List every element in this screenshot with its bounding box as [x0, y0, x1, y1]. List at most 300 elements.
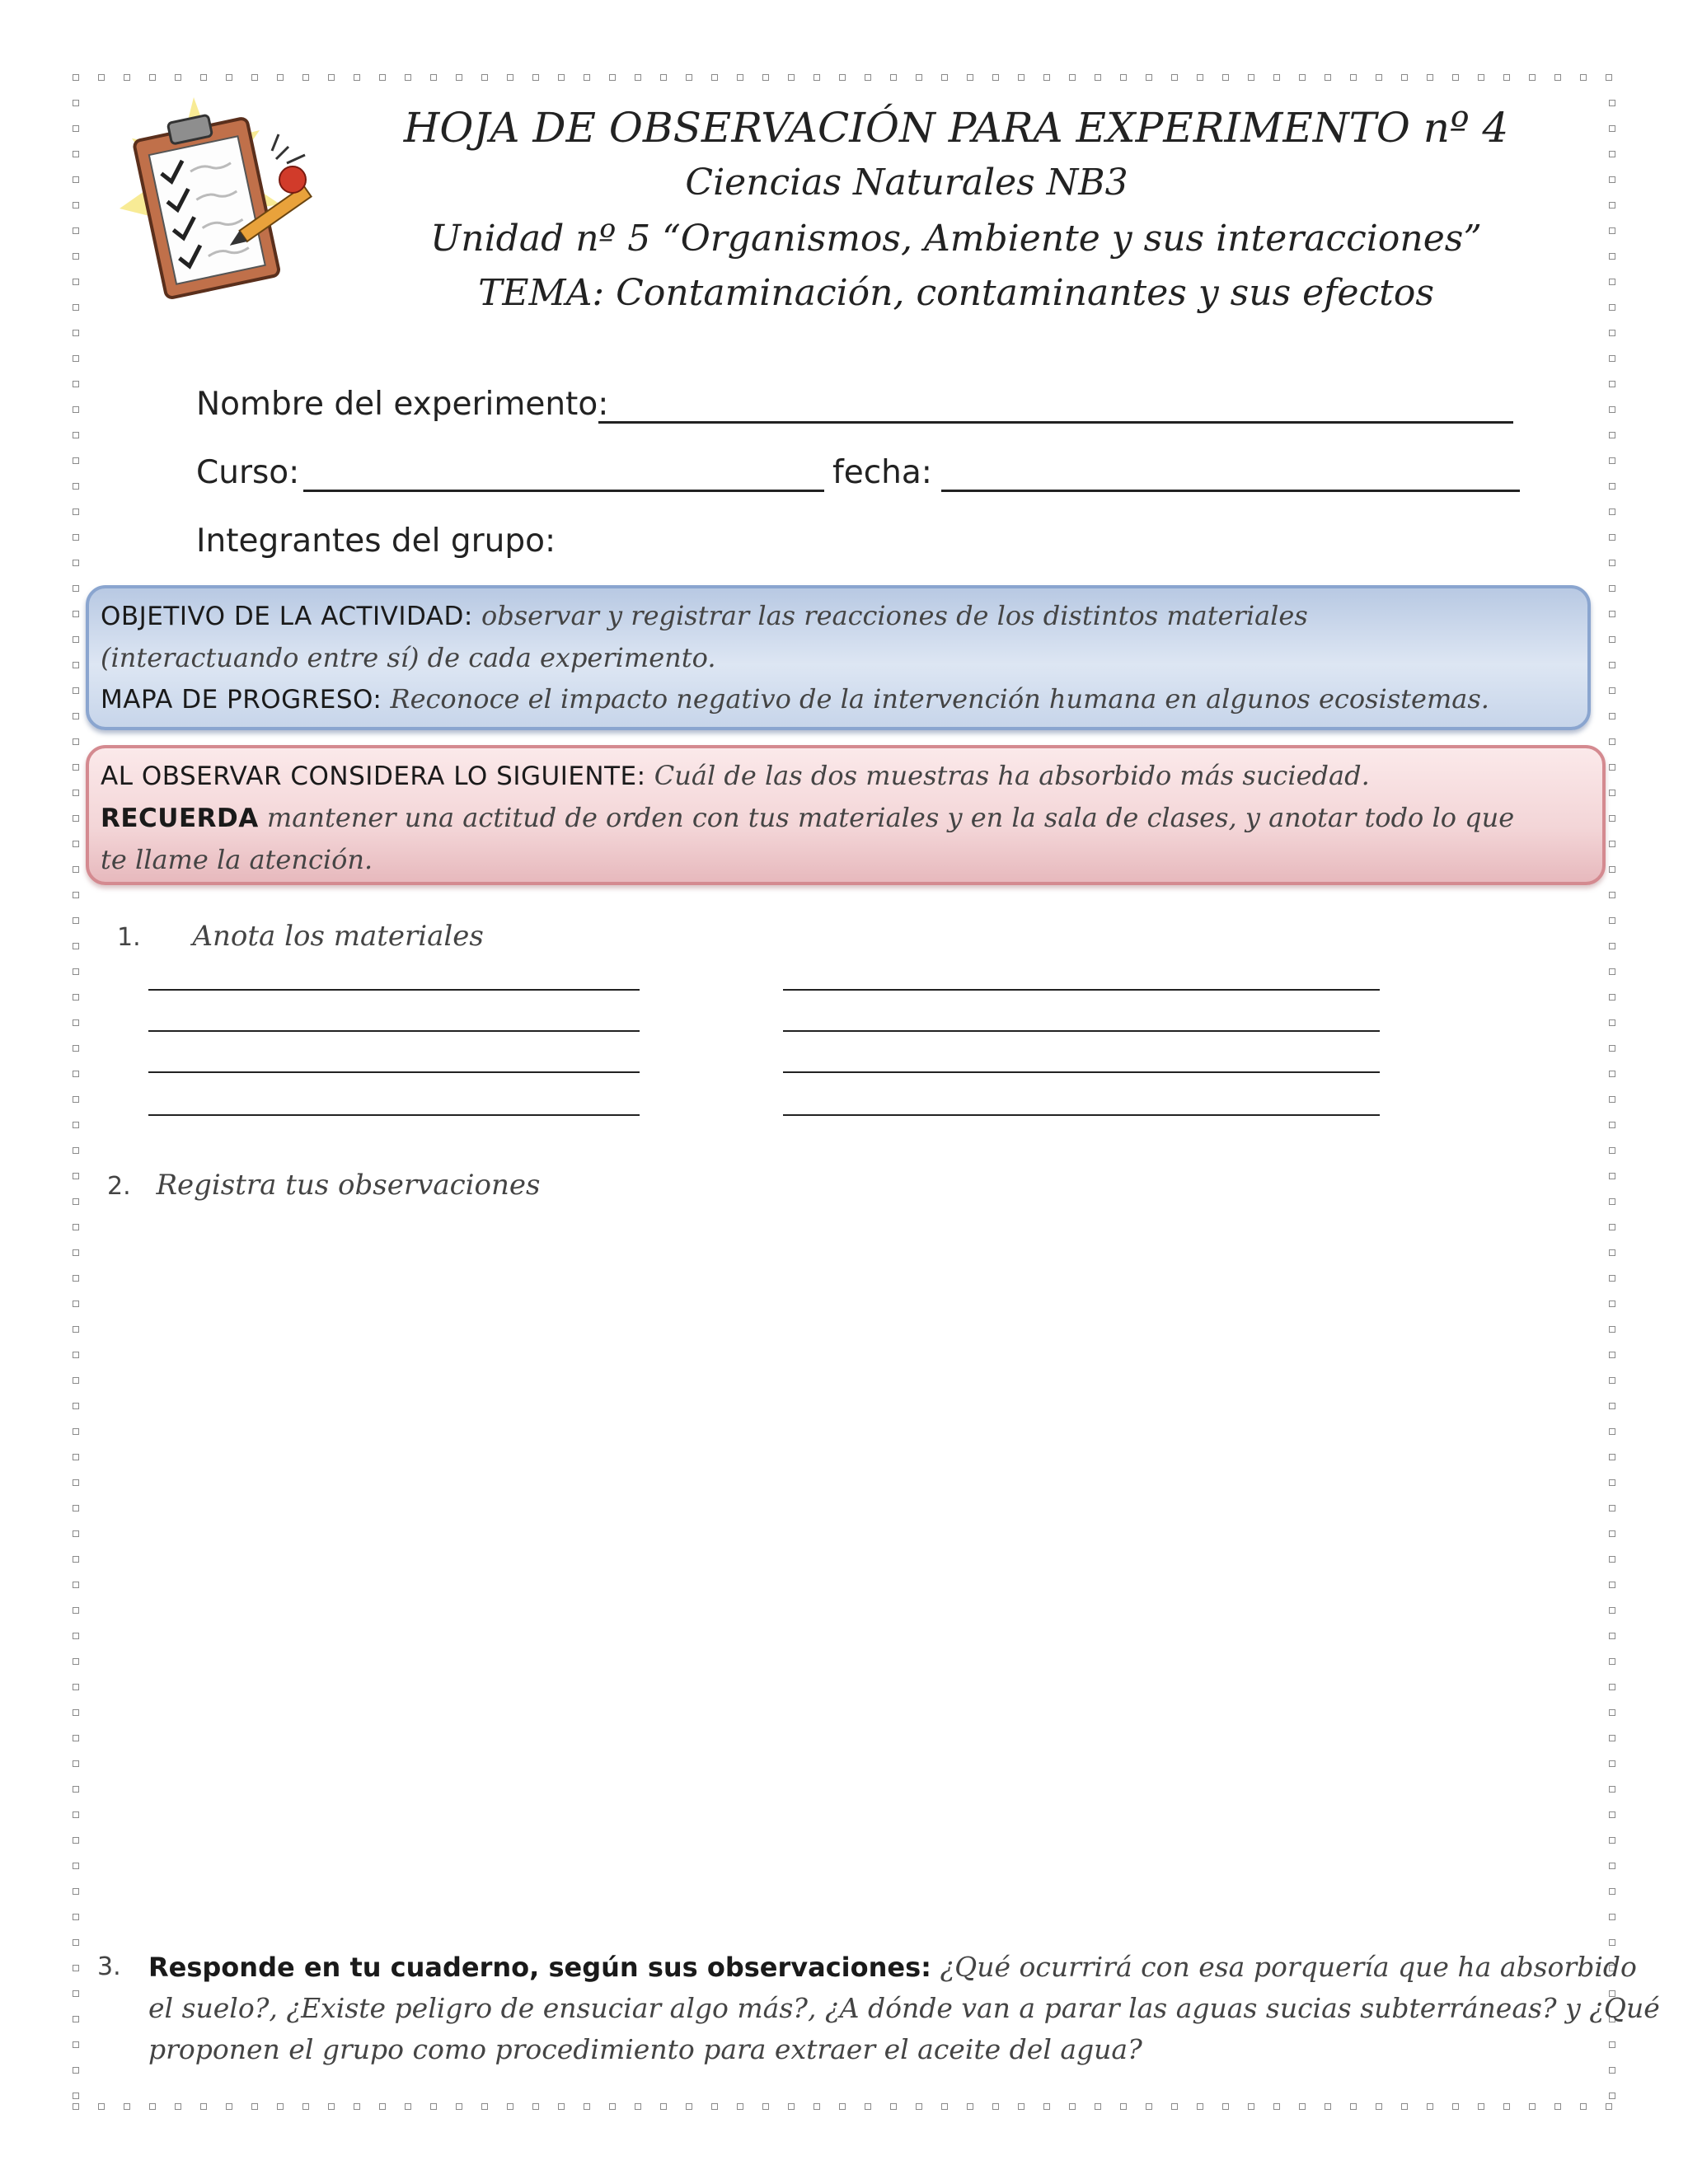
materials-line-right-1[interactable] [783, 989, 1380, 991]
border-square [73, 764, 79, 771]
border-square [73, 1837, 79, 1844]
objective-box [86, 585, 1591, 730]
experiment-name-field[interactable] [598, 421, 1513, 424]
border-square [73, 1326, 79, 1333]
border-square [200, 74, 207, 81]
border-square [1609, 1224, 1615, 1230]
materials-line-left-3[interactable] [148, 1071, 640, 1073]
border-square [481, 2103, 488, 2110]
border-square [1609, 227, 1615, 234]
border-square [507, 74, 513, 81]
border-square [73, 125, 79, 132]
border-square [1401, 74, 1408, 81]
border-square [73, 1530, 79, 1537]
border-square [73, 1633, 79, 1639]
progress-text: Reconoce el impacto negativo de la intervención humana en algunos ecosistemas. [390, 683, 1489, 715]
border-square [1609, 381, 1615, 387]
border-square [1350, 2103, 1357, 2110]
border-square [1609, 1249, 1615, 1256]
border-square [1222, 74, 1229, 81]
border-square [1609, 1556, 1615, 1563]
consider-keyword: AL OBSERVAR CONSIDERA LO SIGUIENTE: [101, 762, 646, 791]
border-square [1299, 2103, 1306, 2110]
border-square [711, 74, 718, 81]
consider-text: Cuál de las dos muestras ha absorbido más suciedad. [654, 760, 1370, 791]
border-square [788, 74, 795, 81]
border-square [73, 1454, 79, 1460]
border-square [379, 2103, 386, 2110]
border-square [73, 1377, 79, 1384]
border-square [1609, 662, 1615, 668]
border-square [73, 202, 79, 209]
border-square [1171, 2103, 1178, 2110]
border-square [379, 74, 386, 81]
border-square [1609, 509, 1615, 515]
border-square [73, 1505, 79, 1511]
page-title: HOJA DE OBSERVACIÓN PARA EXPERIMENTO nº 4 [403, 104, 1509, 152]
border-square [73, 457, 79, 464]
border-square [1609, 406, 1615, 413]
border-square [1325, 2103, 1331, 2110]
border-square [73, 304, 79, 311]
border-square [73, 381, 79, 387]
border-square [328, 2103, 335, 2110]
question-2-label: Registra tus observaciones [156, 1169, 541, 1202]
border-square [73, 1965, 79, 1971]
question-1-label: Anota los materiales [192, 920, 484, 953]
border-square [277, 2103, 284, 2110]
observations-area[interactable] [99, 1220, 1582, 1929]
border-square [1609, 1198, 1615, 1205]
border-square [73, 1914, 79, 1920]
border-square [635, 2103, 641, 2110]
border-square [1609, 1428, 1615, 1435]
border-square [73, 1198, 79, 1205]
border-square [73, 2041, 79, 2048]
border-square [1609, 1301, 1615, 1307]
border-square [1609, 994, 1615, 1001]
border-square [73, 2093, 79, 2099]
date-field[interactable] [941, 490, 1520, 492]
border-square [1273, 74, 1280, 81]
border-square [1609, 866, 1615, 873]
border-square [865, 74, 871, 81]
border-square [865, 2103, 871, 2110]
border-square [1609, 815, 1615, 822]
question-3-number: 3. [97, 1952, 121, 1981]
border-square [73, 1403, 79, 1409]
border-square [1171, 74, 1178, 81]
border-square [609, 74, 616, 81]
border-square [73, 1428, 79, 1435]
border-square [1609, 1173, 1615, 1179]
border-square [1609, 790, 1615, 796]
border-square [73, 866, 79, 873]
question-2 [107, 1169, 540, 1202]
border-square [430, 74, 437, 81]
border-square [1609, 1786, 1615, 1793]
border-square [1427, 74, 1433, 81]
question-2-number: 2. [107, 1172, 131, 1201]
border-square [73, 1786, 79, 1793]
materials-line-right-4[interactable] [783, 1114, 1380, 1116]
question-3-keyword: Responde en tu cuaderno, según sus observaciones: [148, 1952, 931, 1983]
border-square [1043, 74, 1050, 81]
border-square [711, 2103, 718, 2110]
border-square [175, 74, 181, 81]
border-square [1609, 355, 1615, 362]
border-square [73, 1249, 79, 1256]
border-square [73, 968, 79, 975]
border-square [1609, 1454, 1615, 1460]
border-square [73, 815, 79, 822]
border-square [814, 74, 820, 81]
border-square [1609, 1837, 1615, 1844]
border-square [1609, 253, 1615, 260]
border-square [1609, 1505, 1615, 1511]
topic-heading: TEMA: Contaminación, contaminantes y sus efectos [478, 272, 1434, 314]
border-square [73, 227, 79, 234]
border-square [73, 534, 79, 541]
border-square [354, 2103, 360, 2110]
border-square [1503, 74, 1510, 81]
border-square [1609, 917, 1615, 924]
course-label: Curso: [196, 454, 300, 491]
border-square [1452, 2103, 1459, 2110]
border-square [124, 2103, 130, 2110]
border-square [149, 2103, 156, 2110]
border-square [302, 2103, 309, 2110]
border-square [73, 1760, 79, 1767]
border-square [73, 1224, 79, 1230]
border-square [532, 74, 539, 81]
border-square [456, 74, 462, 81]
border-square [73, 2103, 79, 2110]
border-square [73, 279, 79, 285]
border-square [251, 74, 258, 81]
border-square [992, 74, 999, 81]
question-1 [117, 920, 484, 953]
border-square [1376, 2103, 1382, 2110]
border-square [73, 713, 79, 719]
border-square [1609, 738, 1615, 745]
border-square [73, 943, 79, 949]
border-square [73, 2016, 79, 2022]
materials-line-right-2[interactable] [783, 1030, 1380, 1032]
border-square [686, 74, 692, 81]
border-square [73, 1352, 79, 1358]
border-square [73, 151, 79, 157]
border-square [1609, 1530, 1615, 1537]
border-square [277, 74, 284, 81]
materials-line-left-2[interactable] [148, 1030, 640, 1032]
border-square [1609, 304, 1615, 311]
border-square [73, 1556, 79, 1563]
border-square [1606, 2103, 1612, 2110]
materials-line-left-4[interactable] [148, 1114, 640, 1116]
border-square [73, 1888, 79, 1895]
border-square [916, 74, 922, 81]
border-square [1146, 74, 1152, 81]
border-square [1609, 1377, 1615, 1384]
border-square [1609, 1760, 1615, 1767]
border-square [1299, 74, 1306, 81]
border-square [73, 1582, 79, 1588]
border-square [814, 2103, 820, 2110]
border-square [1376, 74, 1382, 81]
border-square [1609, 483, 1615, 490]
border-square [660, 2103, 667, 2110]
border-square [737, 74, 743, 81]
progress-keyword: MAPA DE PROGRESO: [101, 685, 382, 715]
border-square [73, 74, 79, 81]
border-square [226, 74, 232, 81]
border-square [1427, 2103, 1433, 2110]
border-square [456, 2103, 462, 2110]
border-square [1609, 1403, 1615, 1409]
border-square [251, 2103, 258, 2110]
border-square [1350, 74, 1357, 81]
clipboard-checklist-icon [115, 97, 321, 312]
border-square [73, 100, 79, 106]
border-square [1609, 1684, 1615, 1690]
border-square [1609, 892, 1615, 898]
border-square [1554, 2103, 1561, 2110]
border-square [1609, 1326, 1615, 1333]
objective-text: observar y registrar las reacciones de los distintos materiales [481, 600, 1308, 631]
border-square [175, 2103, 181, 2110]
border-square [1609, 560, 1615, 566]
border-square [73, 1045, 79, 1052]
border-square [73, 1122, 79, 1128]
border-square [1120, 74, 1127, 81]
border-square [124, 74, 130, 81]
materials-line-right-3[interactable] [783, 1071, 1380, 1073]
border-square [73, 1811, 79, 1818]
border-square [73, 1939, 79, 1946]
border-square [1606, 74, 1612, 81]
border-square [1248, 2103, 1254, 2110]
border-square [1609, 1939, 1615, 1946]
border-square [507, 2103, 513, 2110]
border-square [73, 738, 79, 745]
border-square [200, 2103, 207, 2110]
border-square [1609, 1275, 1615, 1282]
border-square [1609, 534, 1615, 541]
border-square [1273, 2103, 1280, 2110]
border-square [762, 74, 769, 81]
border-square [1609, 202, 1615, 209]
experiment-name-label: Nombre del experimento: [196, 386, 609, 423]
border-square [302, 74, 309, 81]
border-square [149, 74, 156, 81]
border-square [686, 2103, 692, 2110]
border-square [226, 2103, 232, 2110]
border-square [73, 1863, 79, 1869]
border-square [73, 406, 79, 413]
border-square [73, 994, 79, 1001]
border-square [1609, 1019, 1615, 1026]
border-square [1529, 2103, 1536, 2110]
border-square [73, 687, 79, 694]
border-square [1248, 74, 1254, 81]
border-square [1222, 2103, 1229, 2110]
border-square [1043, 2103, 1050, 2110]
border-square [1529, 74, 1536, 81]
border-square [73, 1301, 79, 1307]
border-square [73, 483, 79, 490]
unit-heading: Unidad nº 5 “Organismos, Ambiente y sus interacciones” [430, 218, 1482, 260]
border-square [1197, 74, 1203, 81]
border-square [532, 2103, 539, 2110]
group-members-label: Integrantes del grupo: [196, 523, 556, 560]
border-square [1478, 74, 1484, 81]
border-square [890, 74, 897, 81]
border-square [73, 917, 79, 924]
remember-text: mantener una actitud de orden con tus materiales y en la sala de clases, y anotar todo lo que [266, 802, 1515, 833]
border-square [1197, 2103, 1203, 2110]
border-square [73, 176, 79, 183]
border-square [941, 2103, 948, 2110]
border-square [1580, 74, 1587, 81]
border-square [1609, 1352, 1615, 1358]
course-field[interactable] [303, 490, 824, 492]
border-square [73, 1019, 79, 1026]
border-square [788, 2103, 795, 2110]
border-square [73, 330, 79, 336]
border-square [660, 74, 667, 81]
border-square [1609, 1071, 1615, 1077]
border-square [73, 1709, 79, 1716]
remember-text-cont: te llame la atención. [101, 844, 373, 875]
border-square [1609, 1863, 1615, 1869]
border-square [1609, 1735, 1615, 1741]
border-square [1609, 585, 1615, 592]
border-square [1609, 1045, 1615, 1052]
border-square [1609, 1479, 1615, 1486]
objective-text-cont: (interactuando entre sí) de cada experimento. [101, 642, 716, 673]
border-square [967, 2103, 973, 2110]
border-square [1609, 1582, 1615, 1588]
border-square [73, 1173, 79, 1179]
border-square [73, 585, 79, 592]
border-square [73, 892, 79, 898]
border-square [967, 74, 973, 81]
border-square [73, 636, 79, 643]
border-square [1609, 151, 1615, 157]
border-square [1018, 2103, 1025, 2110]
border-square [1609, 1709, 1615, 1716]
border-square [1554, 74, 1561, 81]
date-label: fecha: [832, 454, 932, 491]
border-square [1325, 74, 1331, 81]
border-square [1580, 2103, 1587, 2110]
border-square [1609, 1914, 1615, 1920]
border-square [1018, 74, 1025, 81]
border-square [98, 2103, 105, 2110]
border-square [1609, 713, 1615, 719]
border-square [1609, 1633, 1615, 1639]
remember-keyword: RECUERDA [101, 804, 259, 833]
consider-box [86, 745, 1606, 885]
subject-heading: Ciencias Naturales NB3 [685, 162, 1128, 204]
border-square [73, 1607, 79, 1614]
border-square [73, 1071, 79, 1077]
border-square [73, 611, 79, 617]
border-square [1120, 2103, 1127, 2110]
border-square [405, 74, 411, 81]
border-square [430, 2103, 437, 2110]
border-square [73, 841, 79, 847]
border-square [1609, 611, 1615, 617]
border-square [1609, 432, 1615, 438]
border-square [1609, 1096, 1615, 1103]
border-square [1609, 1147, 1615, 1154]
border-square [73, 560, 79, 566]
border-square [73, 1147, 79, 1154]
materials-line-left-1[interactable] [148, 989, 640, 991]
border-square [73, 662, 79, 668]
border-square [73, 1684, 79, 1690]
border-square [737, 2103, 743, 2110]
border-square [1609, 2093, 1615, 2099]
border-square [584, 74, 590, 81]
border-square [73, 1658, 79, 1665]
border-square [584, 2103, 590, 2110]
border-square [73, 790, 79, 796]
border-square [1609, 943, 1615, 949]
border-square [1609, 764, 1615, 771]
border-square [941, 74, 948, 81]
border-square [354, 74, 360, 81]
border-square [73, 1096, 79, 1103]
objective-keyword: OBJETIVO DE LA ACTIVIDAD: [101, 602, 473, 631]
border-square [1609, 279, 1615, 285]
border-square [1609, 457, 1615, 464]
border-square [558, 74, 565, 81]
border-square [1609, 841, 1615, 847]
border-square [1609, 1888, 1615, 1895]
border-square [73, 253, 79, 260]
border-square [1609, 330, 1615, 336]
border-square [73, 1735, 79, 1741]
border-square [73, 1990, 79, 1997]
border-square [1609, 636, 1615, 643]
border-square [1609, 125, 1615, 132]
border-square [1095, 2103, 1101, 2110]
border-square [1609, 687, 1615, 694]
border-square [609, 2103, 616, 2110]
border-square [1503, 2103, 1510, 2110]
border-square [1609, 1811, 1615, 1818]
question-3-text: ¿Qué ocurrirá con esa porquería que ha absorbido el suelo?, ¿Existe peligro de ensuciar algo más?, ¿A dónde van a parar las aguas sucias subterráneas? y ¿Qué proponen el grupo como procedimiento para extraer el aceite del agua? [148, 1951, 1660, 2065]
border-square [1401, 2103, 1408, 2110]
question-1-number: 1. [117, 923, 141, 952]
border-square [1095, 74, 1101, 81]
border-square [1609, 100, 1615, 106]
border-square [1609, 176, 1615, 183]
border-square [635, 74, 641, 81]
border-square [73, 2067, 79, 2074]
border-square [1478, 2103, 1484, 2110]
border-square [1609, 968, 1615, 975]
border-square [762, 2103, 769, 2110]
border-square [73, 1479, 79, 1486]
border-square [1609, 1658, 1615, 1665]
border-square [839, 2103, 846, 2110]
border-square [1146, 2103, 1152, 2110]
border-square [98, 74, 105, 81]
